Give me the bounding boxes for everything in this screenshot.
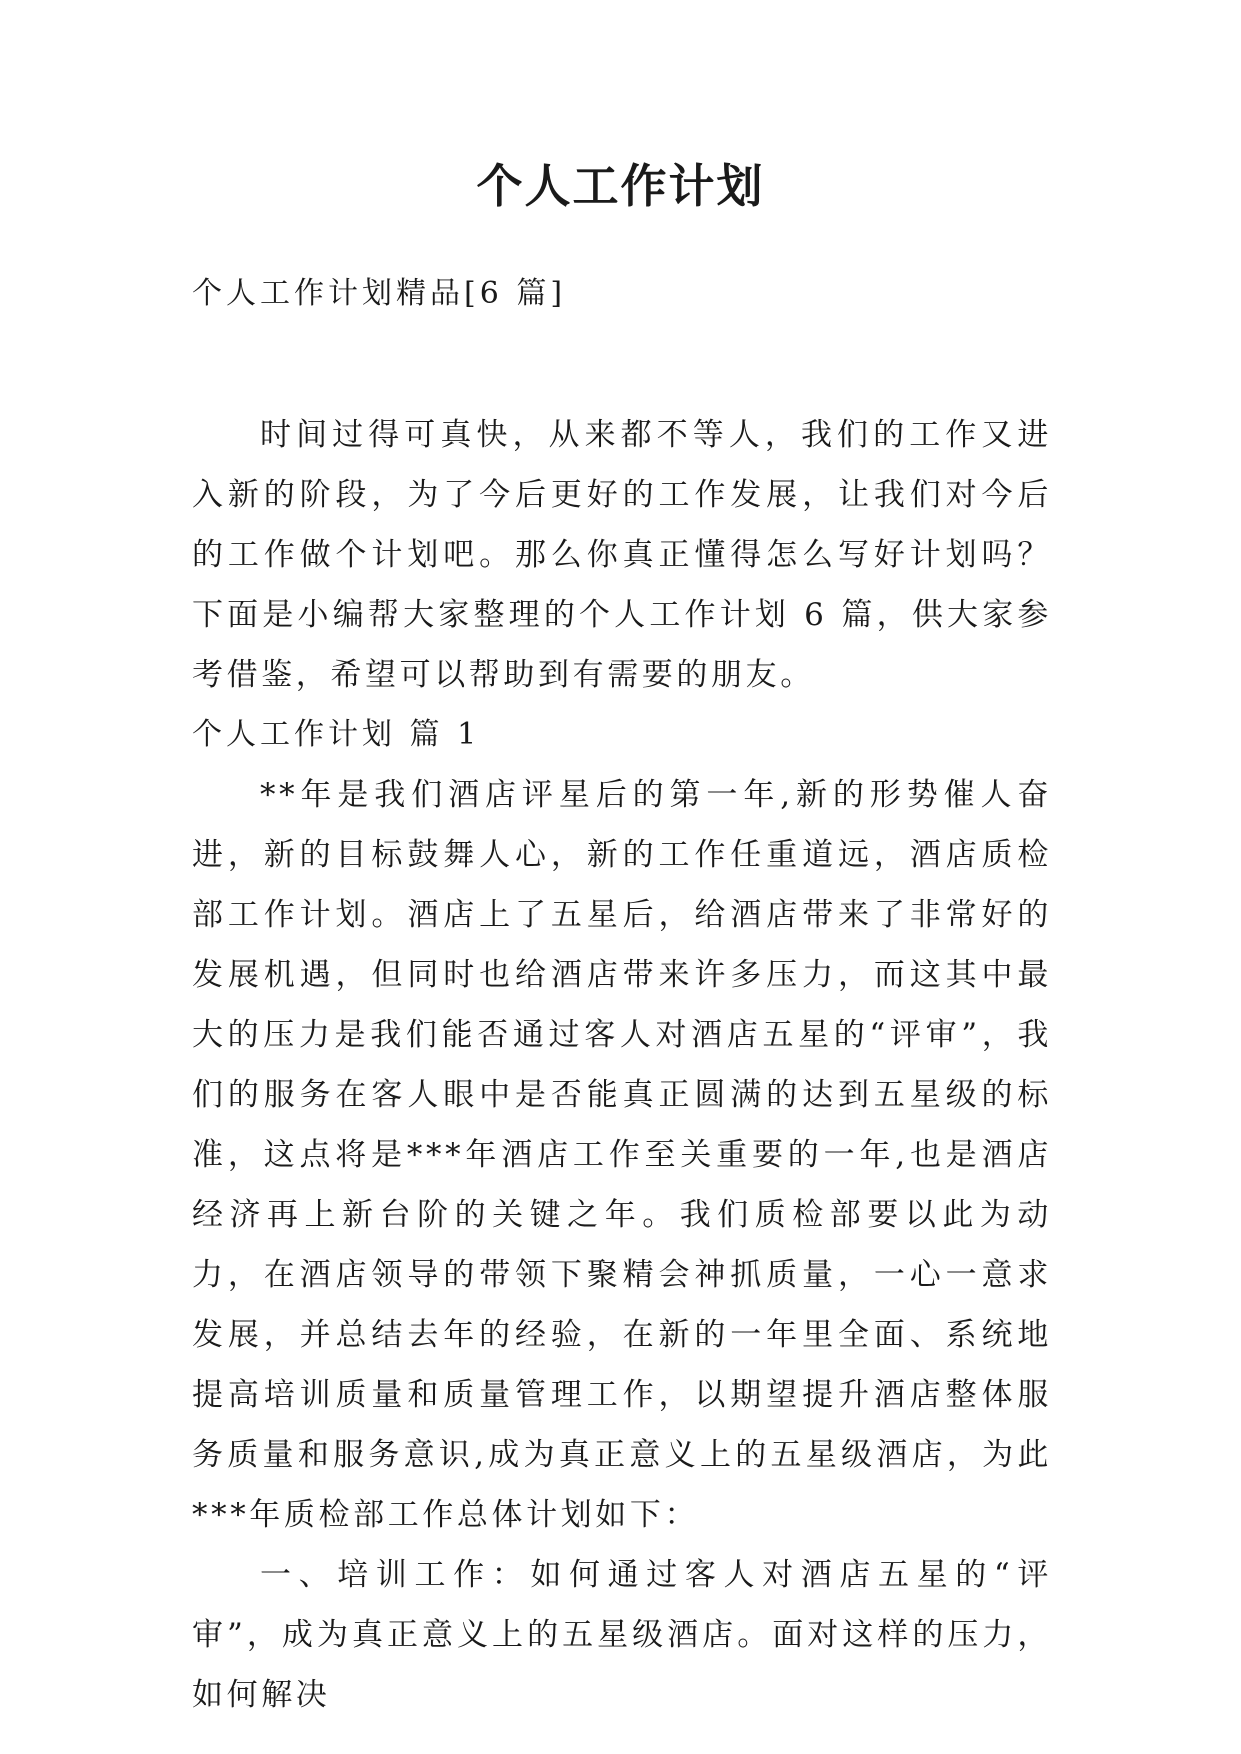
section-heading: 个人工作计划 篇 1 — [192, 717, 481, 752]
intro-paragraph: 时间过得可真快，从来都不等人，我们的工作又进入新的阶段，为了今后更好的工作发展，让我们对今后的工作做个计划吧。那么你真正懂得怎么写好计划吗？下面是小编帮大家整理的个人工作计划 6 篇，供大家参考借鉴，希望可以帮助到有需要的朋友。 — [192, 417, 1052, 693]
document-subtitle: 个人工作计划精品[6 篇] — [192, 276, 567, 311]
section-paragraph: 一、培训工作：如何通过客人对酒店五星的“评审”，成为真正意义上的五星级酒店。面对这样的压力，如何解决 — [192, 1557, 1052, 1713]
document-title: 个人工作计划 — [476, 159, 765, 213]
section-paragraph: **年是我们酒店评星后的第一年,新的形势催人奋进，新的目标鼓舞人心，新的工作任重道远，酒店质检部工作计划。酒店上了五星后，给酒店带来了非常好的发展机遇，但同时也给酒店带来许多压力，而这其中最大的压力是我们能否通过客人对酒店五星的“评审”，我们的服务在客人眼中是否能真正圆满的达到五星级的标准，这点将是***年酒店工作至关重要的一年,也是酒店经济再上新台阶的关键之年。我们质检部要以此为动力，在酒店领导的带领下聚精会神抓质量，一心一意求发展，并总结去年的经验，在新的一年里全面、系统地提高培训质量和质量管理工作，以期望提升酒店整体服务质量和服务意识,成为真正意义上的五星级酒店，为此***年质检部工作总体计划如下： — [192, 777, 1052, 1533]
document-body — [192, 405, 1052, 1725]
